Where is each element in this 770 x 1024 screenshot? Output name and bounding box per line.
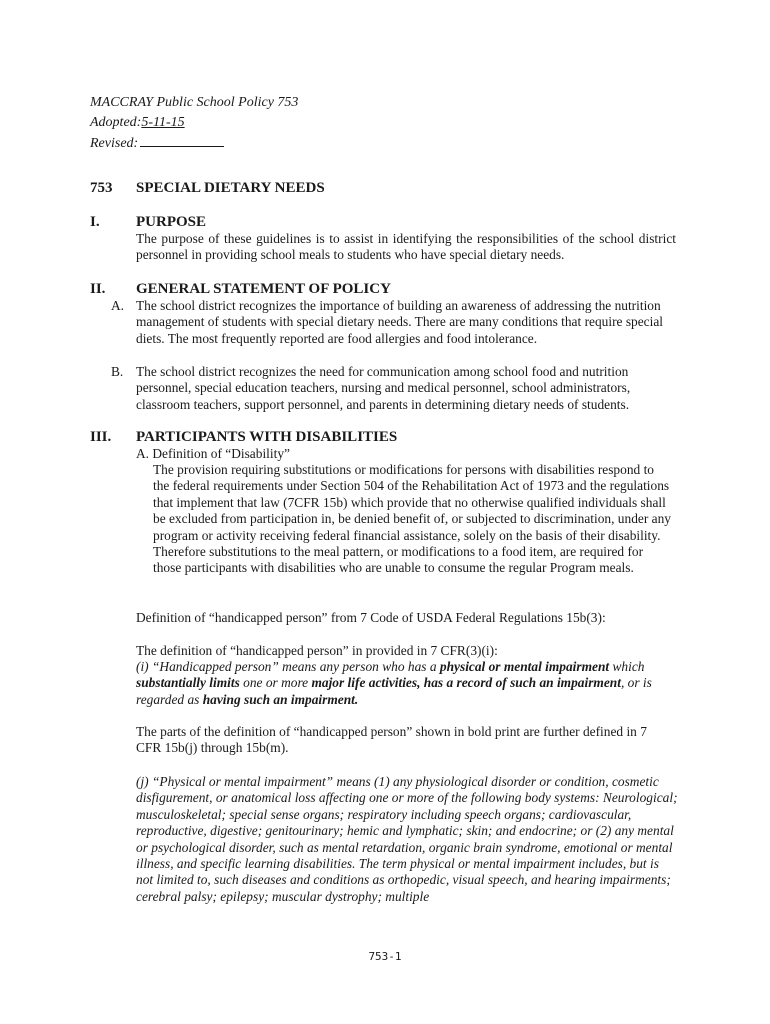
- disability-definition-heading: A. Definition of “Disability”: [136, 446, 290, 461]
- def-i-part-3: one or more: [239, 675, 312, 691]
- policy-header: [90, 93, 298, 154]
- section-title-general: GENERAL STATEMENT OF POLICY: [136, 281, 391, 297]
- section-title-disabilities: PARTICIPANTS WITH DISABILITIES: [136, 429, 398, 445]
- handicapped-definition-line: The definition of “handicapped person” in provided in 7 CFR(3)(i):: [136, 643, 498, 658]
- page-number: 753-1: [368, 950, 402, 963]
- policy-title: SPECIAL DIETARY NEEDS: [136, 180, 325, 196]
- general-item-b-letter: B.: [111, 364, 124, 379]
- revised-label: Revised:: [90, 136, 139, 151]
- definition-parts-text: The parts of the definition of “handicapped person” shown in bold print are further defined in 7 CFR 15b(j) through 15b(m).: [136, 724, 647, 756]
- section-numeral-disabilities: III.: [90, 429, 112, 445]
- general-item-a-letter: A.: [111, 298, 125, 313]
- def-i-bold-2: substantially limits: [136, 675, 240, 691]
- adopted-line: [90, 113, 298, 133]
- def-i-bold-4: having such an impairment.: [202, 691, 359, 707]
- def-i-part-4: , or is regarded as: [136, 675, 652, 707]
- adopted-date: 5-11-15: [141, 115, 185, 130]
- physical-mental-impairment-definition: (j) “Physical or mental impairment” means (1) any physiological disorder or condition, cosmetic disfigurement, or anatomical loss affecting one or more of the following body systems: Neurological; musculoskeletal; special sense organs; respiratory including speech organs; cardiovascular, reproductive, digestive; genitourinary; hemic and lymphatic; skin; and endocrine; or (2) any mental or psychological disorder, such as mental retardation, organic brain syndrome, emotional or mental illness, and specific learning disabilities. The term physical or mental impairment includes, but is not limited to, such diseases and conditions as orthopedic, visual speech, and hearing impairments; cerebral palsy; epilepsy; muscular dystrophy; multiple: [136, 774, 678, 904]
- policy-number: 753: [90, 180, 113, 196]
- policy-header-title: MACCRAY Public School Policy 753: [90, 95, 299, 110]
- section-numeral-general: II.: [90, 281, 106, 297]
- section-title-purpose: PURPOSE: [136, 214, 207, 230]
- disability-definition-text: The provision requiring substitutions or modifications for persons with disabilities respond to the federal requirements under Section 504 of the Rehabilitation Act of 1973 and the regulations that implement that law (7CFR 15b) which provide that no otherwise qualified individuals shall be excluded from participation in, be denied benefit of, or subjected to discrimination, under any program or activity receiving federal financial assistance, solely on the basis of their disability. Therefore substitutions to the meal pattern, or modifications to a food item, are required for those participants with disabilities who are unable to consume the regular Program meals.: [153, 462, 671, 576]
- general-item-b-text: The school district recognizes the need for communication among school food and nutrition personnel, special education teachers, nursing and medical personnel, school administrators, classroom teachers, support personnel, and parents in determining dietary needs of students.: [136, 364, 631, 412]
- revised-line: [90, 133, 298, 154]
- def-i-part-1: (i) “Handicapped person” means any person who has a: [136, 659, 440, 674]
- handicapped-definition-i: [136, 659, 674, 708]
- general-item-a-text: The school district recognizes the importance of building an awareness of addressing the nutrition management of students with special dietary needs. There are many conditions that require special diets. The most frequently reported are food allergies and food intolerance.: [136, 298, 664, 346]
- handicapped-definition-intro: Definition of “handicapped person” from 7 Code of USDA Federal Regulations 15b(3):: [136, 610, 606, 625]
- adopted-label: Adopted:: [90, 115, 142, 130]
- def-i-bold-3: major life activities, has a record of such an impairment: [311, 675, 621, 691]
- revised-blank: [140, 133, 224, 147]
- def-i-part-2: which: [609, 659, 645, 674]
- def-i-bold-1: physical or mental impairment: [439, 659, 610, 674]
- purpose-text: The purpose of these guidelines is to assist in identifying the responsibilities of the school district personnel in providing school meals to students who have special dietary needs.: [136, 231, 676, 263]
- section-numeral-purpose: I.: [90, 214, 100, 230]
